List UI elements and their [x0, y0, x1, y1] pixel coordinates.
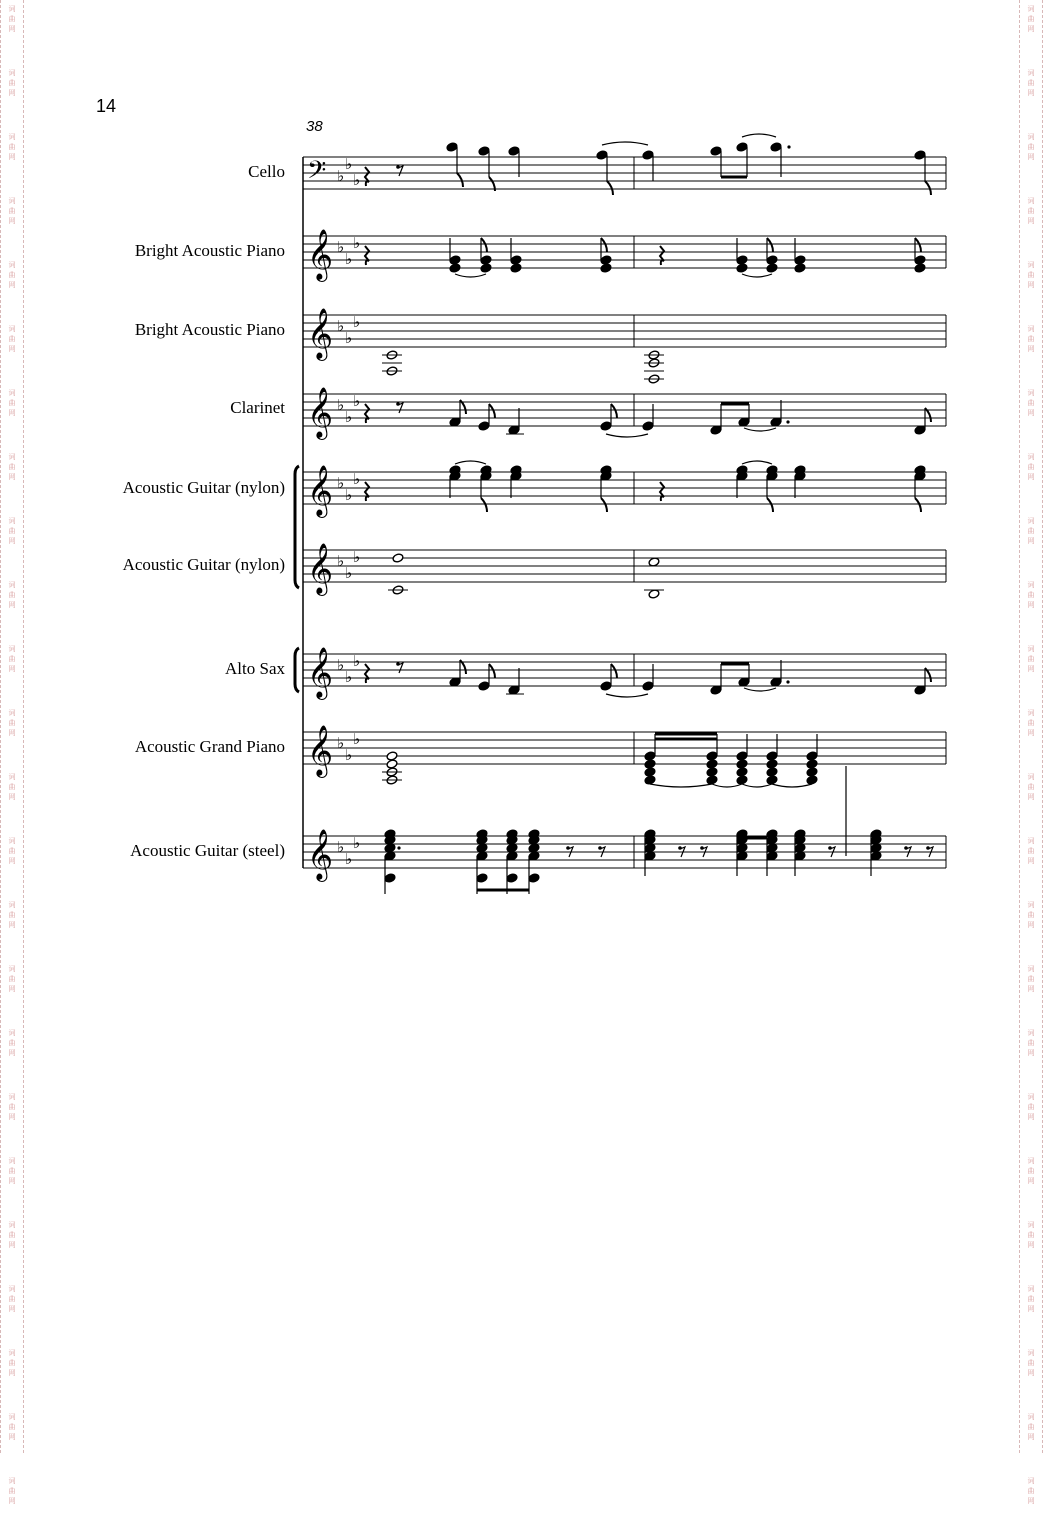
notehead [480, 263, 492, 273]
flat-icon: ♭ [337, 238, 345, 256]
notehead [476, 873, 488, 883]
note-flag [767, 238, 773, 252]
note-flag [601, 498, 607, 512]
tie [455, 274, 486, 277]
treble-clef-icon: 𝄞 [307, 229, 334, 280]
tie [742, 134, 776, 137]
page-number: 14 [96, 96, 117, 116]
dot [786, 680, 789, 683]
notehead [766, 255, 778, 265]
notehead [600, 421, 612, 431]
notehead [770, 142, 782, 152]
treble-clef-icon: 𝄞 [307, 308, 334, 359]
note-flag [611, 664, 617, 678]
whole-note [392, 553, 404, 563]
note-flag [481, 498, 487, 512]
note-flag [925, 181, 931, 195]
quarter-rest-icon [365, 664, 369, 683]
notehead [736, 255, 748, 265]
notehead [644, 767, 656, 777]
tie [742, 274, 772, 277]
tie [602, 142, 648, 145]
notehead [766, 775, 778, 785]
notehead [600, 263, 612, 273]
tie [650, 784, 712, 787]
notehead [806, 751, 818, 761]
flat-icon: ♭ [353, 834, 361, 852]
flat-icon: ♭ [337, 167, 345, 185]
notehead [736, 767, 748, 777]
notehead [510, 255, 522, 265]
treble-clef-icon: 𝄞 [307, 725, 334, 776]
staff-label-bright-piano-2: Bright Acoustic Piano [134, 320, 285, 339]
note-flag [489, 404, 495, 418]
staff-label-cello: Cello [248, 162, 285, 181]
quarter-rest-icon [365, 404, 369, 423]
flat-icon: ♭ [345, 250, 353, 268]
flat-icon: ♭ [345, 155, 353, 173]
whole-note [386, 751, 398, 761]
notehead [600, 681, 612, 691]
notehead [644, 759, 656, 769]
notehead [710, 146, 722, 156]
notehead [914, 263, 926, 273]
notehead [642, 681, 654, 691]
notehead [528, 873, 540, 883]
notehead [508, 146, 520, 156]
tie [744, 428, 776, 431]
note-flag [489, 664, 495, 678]
flat-icon: ♭ [345, 408, 353, 426]
notehead [642, 150, 654, 160]
notehead [644, 751, 656, 761]
tie [606, 434, 648, 437]
flat-icon: ♭ [353, 234, 361, 252]
whole-note [386, 759, 398, 769]
left-watermark-strip: 词 曲 网 词 曲 网 词 曲 网 词 曲 网 词 曲 网 词 曲 网 词 曲 网 词 曲 网 词 曲 网 词 曲 网 词 曲 网 词 曲 网 词 曲 网 词 曲 网 词 曲 网 词 曲 网 词 曲 网 词 曲 网 词 曲 网 词 曲 网 词 曲 网 词 曲 网 词 曲 网 词 曲 网 [0, 0, 24, 1453]
flat-icon: ♭ [337, 656, 345, 674]
notehead [600, 255, 612, 265]
notehead [706, 775, 718, 785]
staff-label-steel-guitar: Acoustic Guitar (steel) [130, 841, 285, 860]
notehead [706, 759, 718, 769]
notehead [446, 142, 458, 152]
notehead [766, 767, 778, 777]
notehead [766, 751, 778, 761]
note-flag [915, 498, 921, 512]
notehead [384, 873, 396, 883]
notehead [794, 263, 806, 273]
note-flag [457, 173, 463, 187]
quarter-rest-icon [365, 246, 369, 265]
bass-clef-icon: 𝄢 [307, 156, 327, 191]
notehead [736, 751, 748, 761]
notehead [766, 759, 778, 769]
tie [606, 694, 648, 697]
note-flag [481, 238, 487, 252]
flat-icon: ♭ [353, 171, 361, 189]
notehead [449, 263, 461, 273]
notehead [736, 263, 748, 273]
notehead [706, 751, 718, 761]
flat-icon: ♭ [337, 838, 345, 856]
dot [397, 846, 400, 849]
notehead [506, 873, 518, 883]
notehead [736, 775, 748, 785]
staff-bracket [295, 466, 299, 588]
staff-lines [303, 157, 946, 868]
flat-icon: ♭ [353, 313, 361, 331]
treble-clef-icon: 𝄞 [307, 543, 334, 594]
tie [742, 461, 772, 464]
flat-icon: ♭ [337, 474, 345, 492]
quarter-rest-icon [365, 167, 369, 186]
notehead [806, 775, 818, 785]
flat-icon: ♭ [353, 470, 361, 488]
notes [365, 134, 933, 894]
treble-clef-icon: 𝄞 [307, 647, 334, 698]
right-watermark-strip: 词 曲 网 词 曲 网 词 曲 网 词 曲 网 词 曲 网 词 曲 网 词 曲 网 词 曲 网 词 曲 网 词 曲 网 词 曲 网 词 曲 网 词 曲 网 词 曲 网 词 曲 网 词 曲 网 词 曲 网 词 曲 网 词 曲 网 词 曲 网 词 曲 网 词 曲 网 词 曲 网 词 曲 网 [1019, 0, 1043, 1453]
staff-label-alto-sax: Alto Sax [225, 659, 285, 678]
note-flag [915, 238, 921, 252]
tie [712, 784, 742, 787]
flat-icon: ♭ [345, 850, 353, 868]
note-flag [767, 498, 773, 512]
notehead [644, 775, 656, 785]
flat-icon: ♭ [353, 730, 361, 748]
staff-label-nylon-guitar-1: Acoustic Guitar (nylon) [122, 478, 285, 497]
flat-icon: ♭ [345, 329, 353, 347]
notehead [806, 767, 818, 777]
notehead [478, 421, 490, 431]
notehead [794, 255, 806, 265]
flat-icon: ♭ [345, 668, 353, 686]
flat-icon: ♭ [353, 652, 361, 670]
notehead [480, 255, 492, 265]
quarter-rest-icon [365, 482, 369, 501]
eighth-rest-icon [398, 663, 403, 673]
staff-label-nylon-guitar-2: Acoustic Guitar (nylon) [122, 555, 285, 574]
clefs [307, 155, 360, 882]
eighth-rest-icon [398, 403, 403, 413]
treble-clef-icon: 𝄞 [307, 465, 334, 516]
notehead [914, 255, 926, 265]
notehead [736, 759, 748, 769]
staff-label-bright-piano-1: Bright Acoustic Piano [134, 241, 285, 260]
flat-icon: ♭ [337, 317, 345, 335]
tie [455, 461, 486, 464]
treble-clef-icon: 𝄞 [307, 387, 334, 438]
flat-icon: ♭ [353, 548, 361, 566]
treble-clef-icon: 𝄞 [307, 829, 334, 880]
tie [742, 784, 772, 787]
notehead [596, 150, 608, 160]
flat-icon: ♭ [345, 486, 353, 504]
note-flag [601, 238, 607, 252]
tie [772, 784, 812, 787]
staff-brackets [295, 157, 303, 868]
eighth-rest-icon [398, 166, 403, 176]
tie [744, 688, 776, 691]
flat-icon: ♭ [345, 746, 353, 764]
notehead [449, 255, 461, 265]
measure-number: 38 [306, 118, 323, 135]
flat-icon: ♭ [345, 564, 353, 582]
flat-icon: ♭ [337, 552, 345, 570]
flat-icon: ♭ [353, 392, 361, 410]
notehead [736, 142, 748, 152]
notehead [478, 146, 490, 156]
note-flag [607, 181, 613, 195]
notehead [806, 759, 818, 769]
dot [787, 145, 790, 148]
staff-label-grand-piano: Acoustic Grand Piano [134, 737, 285, 756]
notehead [766, 263, 778, 273]
notehead [510, 263, 522, 273]
note-flag [611, 404, 617, 418]
quarter-rest-icon [660, 246, 664, 265]
notehead [478, 681, 490, 691]
notehead [642, 421, 654, 431]
flat-icon: ♭ [337, 396, 345, 414]
dot [786, 420, 789, 423]
flat-icon: ♭ [337, 734, 345, 752]
notehead [706, 767, 718, 777]
notehead [914, 150, 926, 160]
staff-label-clarinet: Clarinet [230, 398, 285, 417]
staff-bracket [295, 648, 299, 692]
quarter-rest-icon [660, 482, 664, 501]
